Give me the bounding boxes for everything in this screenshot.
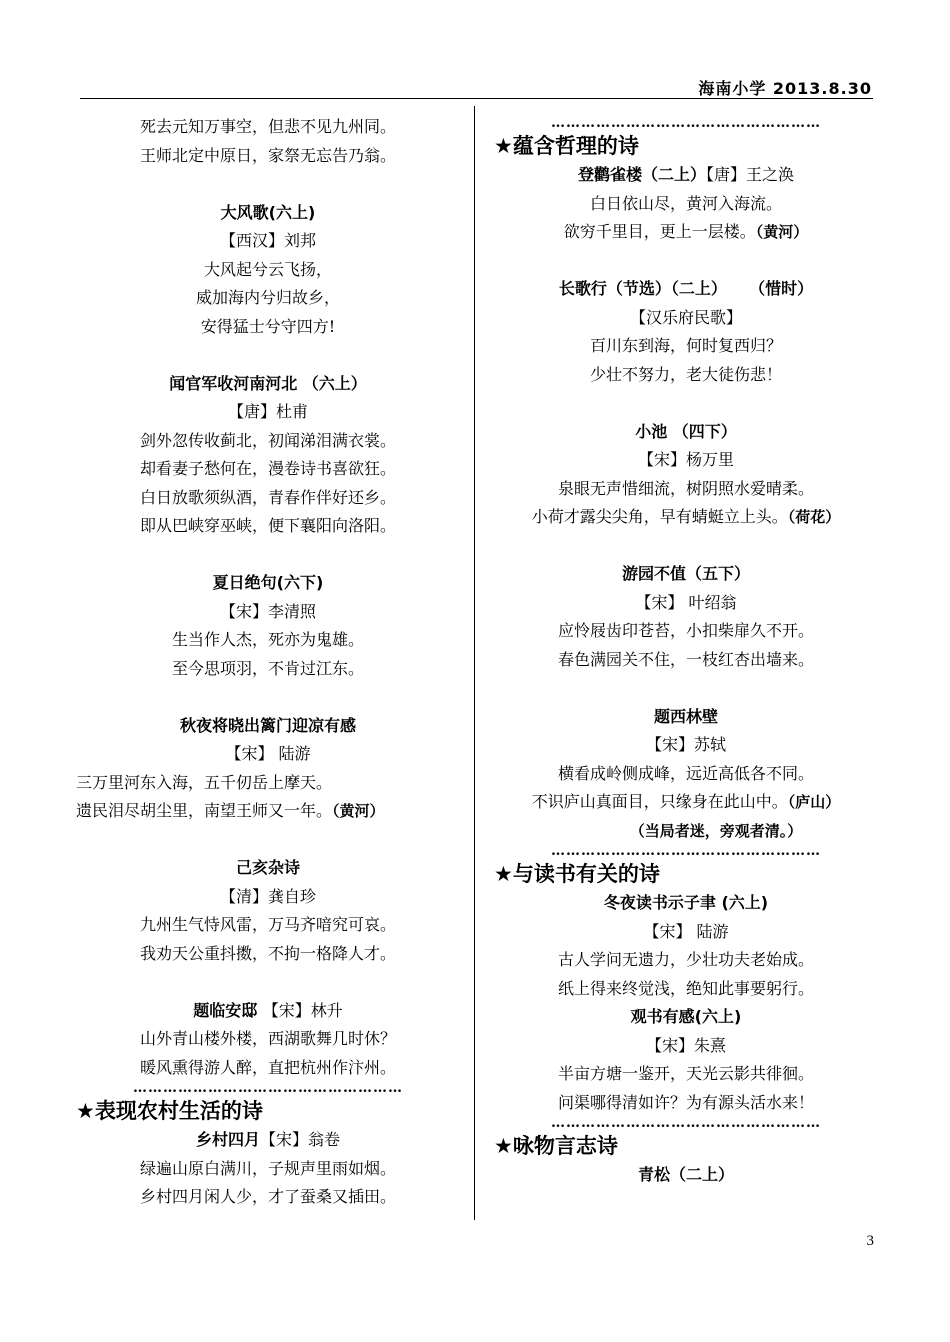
poem-line: 生当作人杰，死亦为鬼雄。 [171, 630, 364, 649]
poem-line: 古人学问无遗力，少壮功夫老始成。 [557, 950, 814, 969]
poem-line: 纸上得来终觉浅，绝知此事要躬行。 [557, 978, 814, 998]
poem-note: （荷花） [787, 508, 841, 526]
poem-note: （当局者迷，旁观者清。） [629, 821, 803, 840]
poem-line: 王师北定中原日，家祭无忘告乃翁。 [139, 145, 396, 165]
poem-author: 【汉乐府民歌】 [629, 307, 742, 327]
poem-line-text: 不识庐山真面目，只缘身在此山中。 [531, 792, 788, 811]
poem-line: 威加海内兮归故乡， [195, 288, 340, 307]
page-number: 3 [866, 1233, 874, 1249]
left-column [76, 113, 460, 1212]
poem-title: 冬夜读书示子聿 (六上) [603, 893, 769, 912]
poem-line: 白日放歌须纵酒，青春作伴好还乡。 [139, 487, 396, 507]
poem-author: 【唐】王之涣 [706, 165, 795, 184]
poem-line [494, 218, 878, 247]
dotted-separator: ……………………………………………… [551, 845, 821, 857]
poem-author: 【宋】苏轼 [645, 735, 726, 754]
poem-author: 【宋】林升 [262, 1000, 343, 1020]
poem-line: 山外青山楼外楼，西湖歌舞几时休？ [139, 1029, 396, 1048]
poem-title: 题西林壁 [653, 706, 718, 726]
poem-line: 至今思项羽，不肯过江东。 [171, 658, 364, 678]
poem-author: 【宋】杨万里 [637, 450, 734, 469]
section-heading: ★与读书有关的诗 [494, 862, 660, 886]
poem-title: 闻官军收河南河北 （六上） [169, 373, 367, 393]
poem-line: 横看成岭侧成峰，远近高低各不同。 [557, 763, 814, 783]
poem-line: 三万里河东入海，五千仞岳上摩天。 [76, 772, 333, 792]
poem-title-line [494, 275, 878, 304]
poem-line: 应怜屐齿印苍苔，小扣柴扉久不开。 [557, 621, 814, 640]
poem-line: 即从巴峡穿巫峡，便下襄阳向洛阳。 [139, 516, 396, 535]
poem-line: 问渠哪得清如许？为有源头活水来！ [557, 1092, 814, 1112]
section-heading: ★蕴含哲理的诗 [494, 134, 639, 158]
poem-line: 乡村四月闲人少，才了蚕桑又插田。 [139, 1187, 396, 1206]
poem-title: 登鹳雀楼（二上） [577, 165, 706, 184]
poem-title: 观书有感(六上) [630, 1007, 742, 1026]
poem-line: 春色满园关不住，一枝红杏出墙来。 [557, 649, 814, 669]
poem-title-line [494, 161, 878, 190]
poem-line: 少壮不努力，老大徒伤悲！ [589, 364, 782, 384]
poem-line: 剑外忽传收蓟北，初闻涕泪满衣裳。 [139, 430, 396, 450]
poem-line: 半亩方塘一鉴开，天光云影共徘徊。 [557, 1064, 814, 1083]
poem-title: 秋夜将晓出篱门迎凉有感 [179, 715, 356, 735]
poem-title: 乡村四月 [195, 1130, 260, 1149]
poem-note: （黄河） [332, 802, 385, 820]
section-heading: ★咏物言志诗 [494, 1134, 618, 1158]
dotted-separator: ……………………………………………… [133, 1082, 403, 1094]
poem-author: 【宋】 陆游 [225, 744, 311, 763]
poem-title: 大风歌(六上) [220, 202, 316, 222]
poem-title: 夏日绝句(六下) [212, 573, 324, 592]
poem-author: 【清】龚自珍 [219, 886, 316, 906]
poem-title: 小池 （四下） [635, 421, 737, 441]
poem-author: 【唐】杜甫 [227, 402, 308, 421]
poem-line: 泉眼无声惜细流，树阴照水爱晴柔。 [557, 478, 814, 498]
right-column [494, 113, 878, 1190]
poem-author: 【宋】 陆游 [643, 921, 729, 941]
page-header: 海南小学 2013.8.30 [698, 79, 872, 98]
header-rule [80, 98, 873, 99]
poem-title: 题临安邸 [193, 1000, 258, 1020]
poem-line: 却看妻子愁何在，漫卷诗书喜欲狂。 [139, 459, 396, 478]
column-divider [474, 106, 475, 1220]
poem-title: 游园不值（五下） [621, 564, 750, 583]
poem-line: 百川东到海，何时复西归？ [589, 336, 782, 355]
poem-author: 【宋】李清照 [219, 601, 316, 621]
poem-line-text: 小荷才露尖尖角，早有蜻蜓立上头。 [531, 507, 788, 526]
poem-title-line [76, 1126, 460, 1155]
poem-author: 【西汉】刘邦 [219, 231, 316, 250]
dotted-separator: ……………………………………………… [551, 117, 821, 129]
poem-line: 绿遍山原白满川，子规声里雨如烟。 [139, 1158, 396, 1178]
poem-author: 【宋】朱熹 [645, 1035, 726, 1055]
poem-title-line [76, 997, 460, 1026]
poem-title-note: （惜时） [749, 279, 814, 298]
poem-line [494, 788, 878, 817]
poem-line: 九州生气恃风雷，万马齐喑究可哀。 [139, 915, 396, 934]
poem-line: 暖风熏得游人醉，直把杭州作汴州。 [139, 1057, 396, 1077]
poem-line [76, 797, 460, 826]
poem-title: 己亥杂诗 [235, 858, 300, 877]
poem-line: 死去元知万事空，但悲不见九州同。 [139, 117, 396, 136]
poem-line: 大风起兮云飞扬， [203, 259, 332, 279]
poem-author: 【宋】翁卷 [260, 1130, 341, 1149]
poem-line: 安得猛士兮守四方! [200, 316, 336, 336]
poem-line [494, 503, 878, 532]
poem-line: 我劝天公重抖擞，不拘一格降人才。 [139, 943, 396, 963]
section-heading: ★表现农村生活的诗 [76, 1099, 263, 1123]
poem-note: （黄河） [755, 223, 809, 241]
poem-line-text: 欲穷千里目，更上一层楼。 [563, 222, 756, 241]
poem-title: 青松（二上） [637, 1165, 734, 1184]
poem-author: 【宋】 叶绍翁 [635, 592, 737, 612]
poem-line-text: 遗民泪尽胡尘里，南望王师又一年。 [76, 801, 333, 820]
poem-line: 白日依山尽，黄河入海流。 [589, 193, 782, 213]
dotted-separator: ……………………………………………… [551, 1117, 821, 1129]
poem-title: 长歌行（节选）（二上） [558, 279, 727, 298]
poem-note: （庐山） [787, 793, 841, 811]
